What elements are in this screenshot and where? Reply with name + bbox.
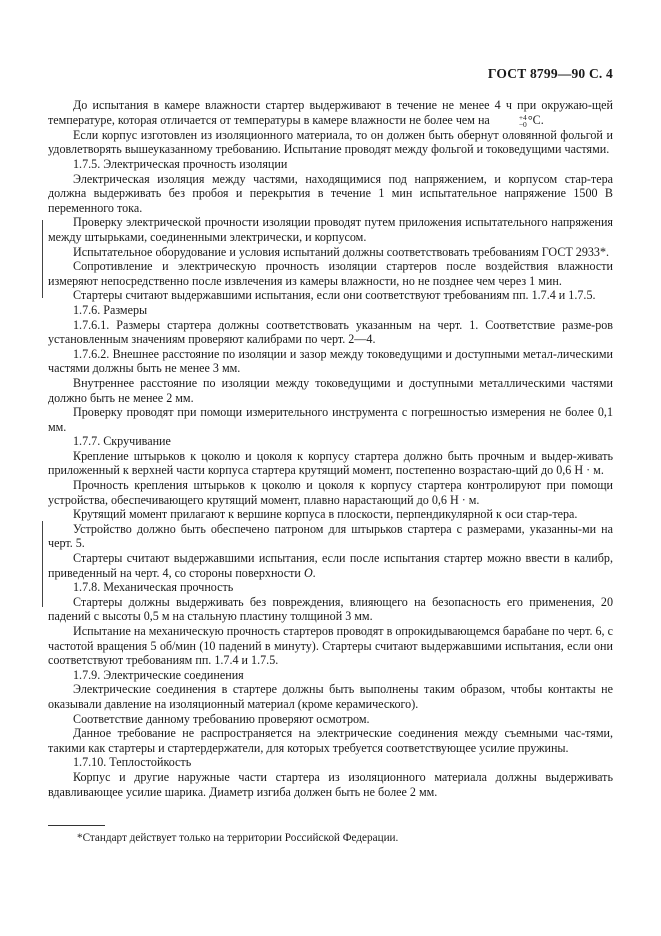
section-heading: 1.7.7. Скручивание xyxy=(73,434,171,449)
revision-bar xyxy=(42,220,43,298)
section-heading: 1.7.6. Размеры xyxy=(73,302,148,317)
paragraph: Испытательное оборудование и условия испытаний должны соответствовать требованиям ГОСТ 2933*. xyxy=(73,244,610,259)
section-heading: 1.7.10. Теплостойкость xyxy=(73,755,192,770)
paragraph: Данное требование не распространяется на электрические соединения между съемными час-тями, такими как стартеры и стартердержатели, для которых требуется соответствующее усилие пружины. xyxy=(48,726,613,755)
page-header: ГОСТ 8799—90 С. 4 xyxy=(487,66,613,81)
paragraph: Крутящий момент прилагают к вершине корпуса в плоскости, перпендикулярной к оси стар-тера. xyxy=(73,507,578,522)
section-heading: 1.7.9. Электрические соединения xyxy=(73,667,244,682)
paragraph: Электрические соединения в стартере должны быть выполнены таким образом, чтобы контакты не оказывали давление на изоляционный материал (кроме керамического). xyxy=(48,682,613,711)
paragraph: Корпус и другие наружные части стартера из изоляционного материала должны выдерживать вдавливающее усилие шарика. Диаметр изгиба должен быть не более 2 мм. xyxy=(48,769,613,799)
revision-bar xyxy=(42,521,43,607)
paragraph: Соответствие данному требованию проверяют осмотром. xyxy=(73,711,370,726)
paragraph: Сопротивление и электрическую прочность изоляции стартеров после воздействия влажности измеряют непосредственно после извлечения из камеры влажности, но не позднее чем через 1 мин. xyxy=(48,259,613,288)
footnote-rule xyxy=(48,825,105,826)
section-heading: 1.7.8. Механическая прочность xyxy=(73,580,234,595)
paragraph: Проверку электрической прочности изоляции проводят путем приложения испытательного напряжения между штырьками, соединенными электрически, и корпусом. xyxy=(48,215,613,244)
paragraph: До испытания в камере влажности стартер выдерживают в течение не менее 4 ч при окружаю-щей температуре, которая отличается от температуры в камере влажности не более чем на +4 −0 °С. xyxy=(48,98,613,129)
paragraph: 1.7.6.1. Размеры стартера должны соответствовать указанным на черт. 1. Соответствие разме-ров установленным значениям проверяют калибрами по черт. 2—4. xyxy=(48,317,613,347)
paragraph: Стартеры считают выдержавшими испытания, если после испытания стартер можно ввести в калибр, приведенный на черт. 4, со стороны поверхности О. xyxy=(48,551,613,580)
paragraph: Устройство должно быть обеспечено патроном для штырьков стартера с размерами, указанны-ми на черт. 5. xyxy=(48,521,613,551)
paragraph: 1.7.6.2. Внешнее расстояние по изоляции и зазор между токоведущими и доступными метал-лическими частями должны быть не менее 3 мм. xyxy=(48,346,613,376)
paragraph: Проверку проводят при помощи измерительного инструмента с погрешностью измерения не более 0,1 мм. xyxy=(48,405,613,434)
footnote: *Стандарт действует только на территории Российской Федерации. xyxy=(77,832,399,844)
section-heading: 1.7.5. Электрическая прочность изоляции xyxy=(73,157,288,171)
paragraph: Если корпус изготовлен из изоляционного материала, то он должен быть обернут оловянной фольгой и удовлетворять вышеуказанному требованию. Испытание проводят между фольгой и токоведущими частями. xyxy=(48,127,613,157)
paragraph: Внутреннее расстояние по изоляции между токоведущими и доступными металлическими частями должно быть не менее 2 мм. xyxy=(48,375,613,405)
paragraph: Крепление штырьков к цоколю и цоколя к корпусу стартера должно быть прочным и выдер-живать приложенный к верхней части корпуса стартера крутящий момент, постепенно возрастаю-щий до 0,6 Н · м. xyxy=(48,448,613,478)
paragraph: Электрическая изоляция между частями, находящимися под напряжением, и корпусом стар-тера должна выдерживать без пробоя и перекрытия в течение 1 мин испытательное напряжение 1500 В переменного тока. xyxy=(48,171,613,215)
paragraph: Прочность крепления штырьков к цоколю и цоколя к корпусу стартера контролируют при помощи устройства, обеспечивающего крутящий момент, плавно нарастающий до 0,6 Н · м. xyxy=(48,478,613,507)
document-body xyxy=(48,98,613,799)
paragraph: Испытание на механическую прочность стартеров проводят в опрокидывающемся барабане по черт. 6, с частотой вращения 5 об/мин (10 падений в минуту). Стартеры считают выдержавшими испытания, если они соответствуют требованиям пп. 1.7.4 и 1.7.5. xyxy=(48,624,613,668)
paragraph: Стартеры должны выдерживать без повреждения, влияющего на безопасность его применения, 20 падений с высоты 0,5 м на стальную пластину толщиной 3 мм. xyxy=(48,594,613,624)
paragraph: Стартеры считают выдержавшими испытания, если они соответствуют требованиям пп. 1.7.4 и 1.7.5. xyxy=(73,288,596,303)
tolerance: +4 −0 xyxy=(518,112,527,129)
